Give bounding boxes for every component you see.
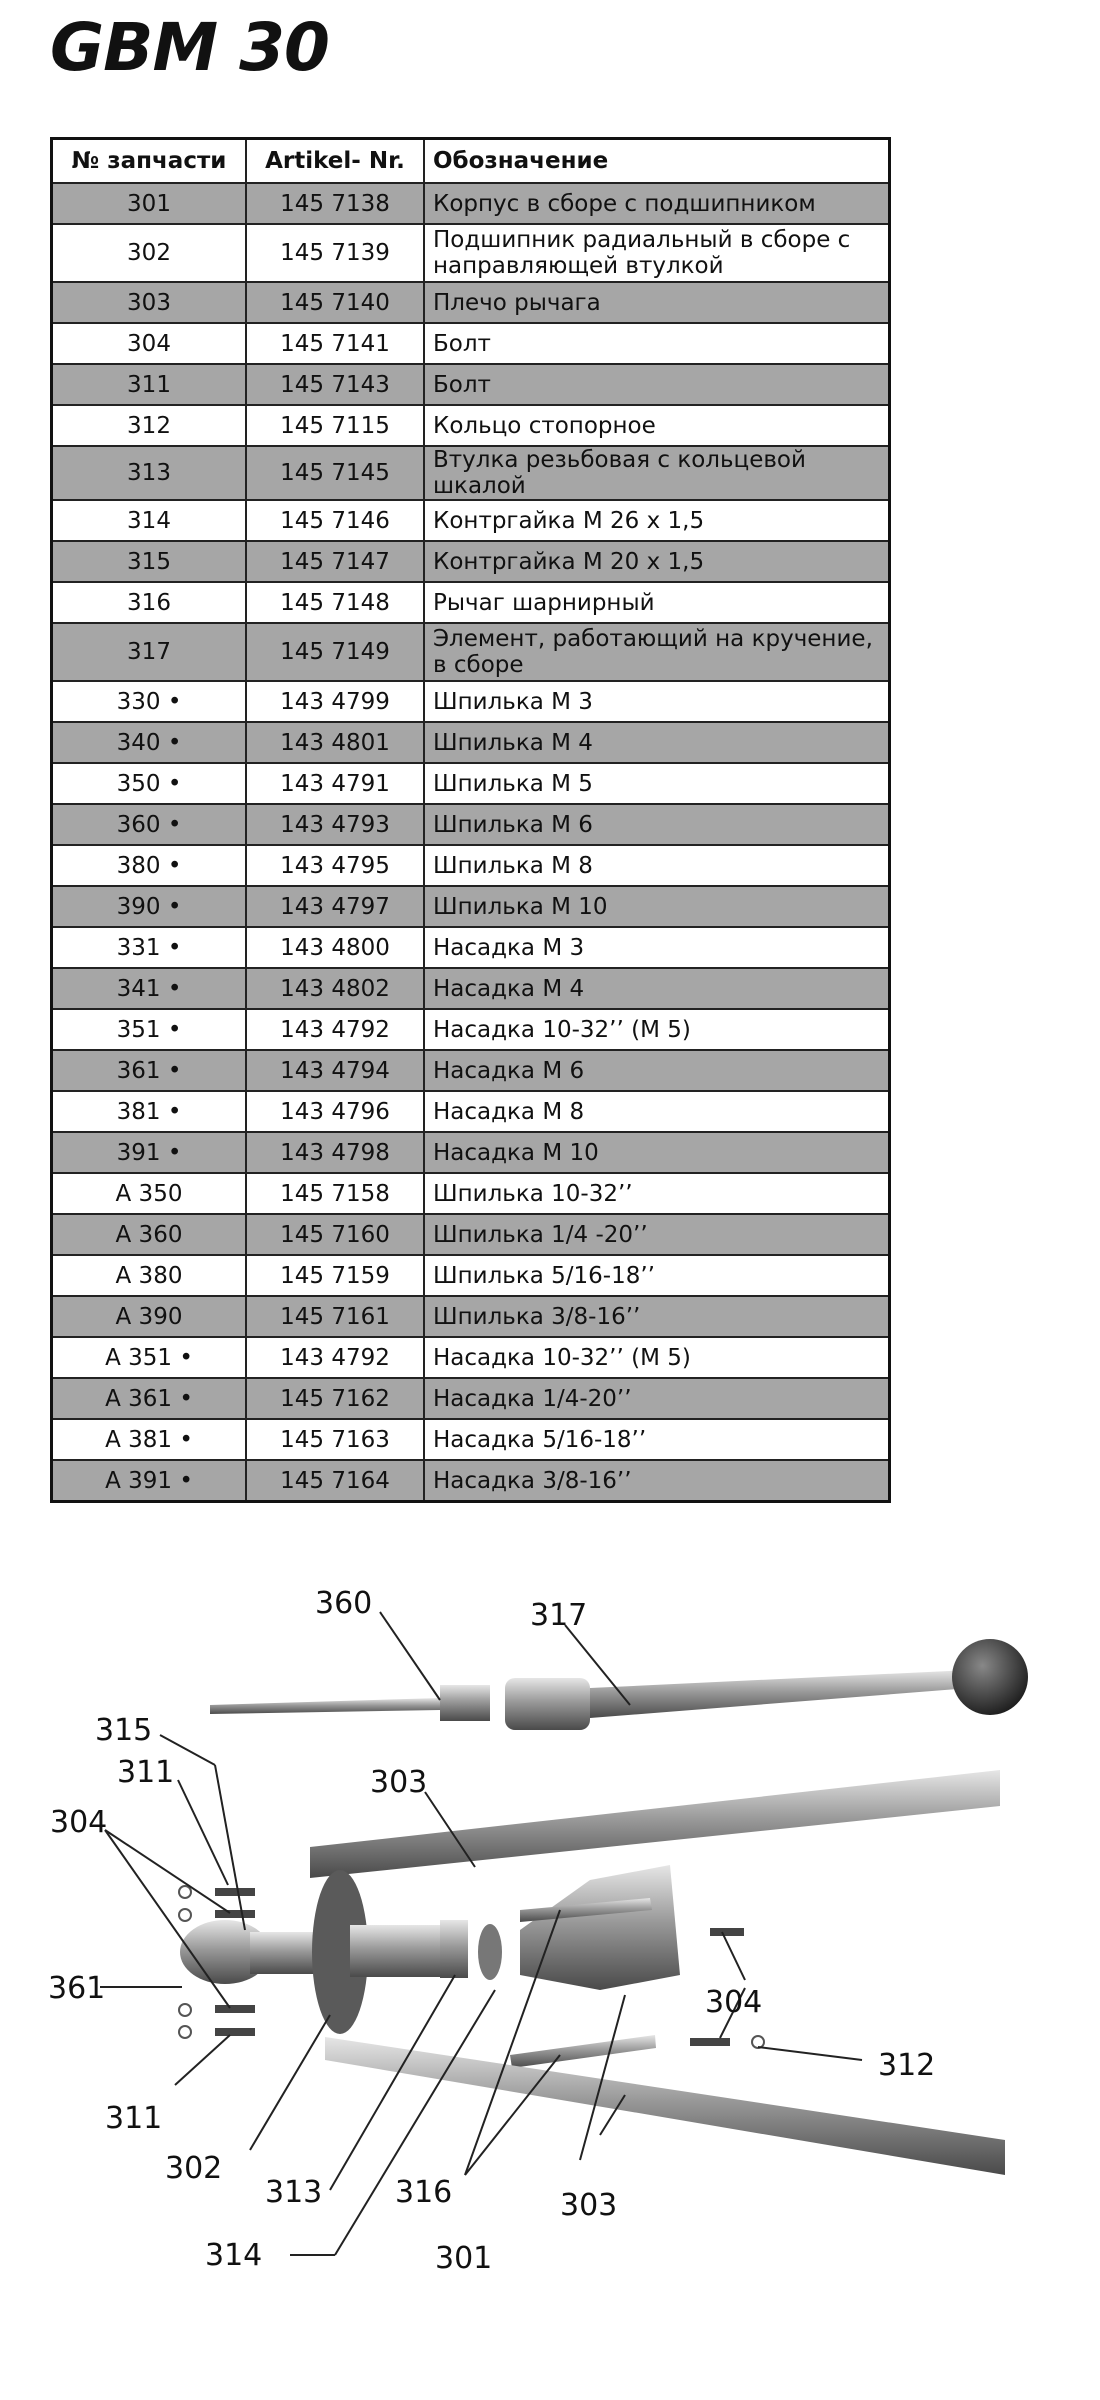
- designation-cell: Элемент, работающий на кручение, в сборе: [424, 623, 890, 681]
- parts-table-body: [52, 183, 890, 1502]
- designation-cell: Насадка 3/8-16’’: [424, 1460, 890, 1502]
- part-number-cell: A 361 •: [52, 1378, 247, 1419]
- designation-cell: Шпилька М 5: [424, 763, 890, 804]
- table-row: [52, 927, 890, 968]
- part-number-cell: 340 •: [52, 722, 247, 763]
- callout-317: 317: [530, 1598, 588, 1633]
- part-number-cell: A 350: [52, 1173, 247, 1214]
- table-row: [52, 1132, 890, 1173]
- article-number-cell: 143 4792: [246, 1009, 424, 1050]
- article-number-cell: 145 7139: [246, 224, 424, 282]
- article-number-cell: 145 7164: [246, 1460, 424, 1502]
- article-number-cell: 143 4798: [246, 1132, 424, 1173]
- table-row: [52, 1460, 890, 1502]
- table-row: [52, 323, 890, 364]
- designation-cell: Насадка М 4: [424, 968, 890, 1009]
- table-row: [52, 500, 890, 541]
- designation-cell: Насадка 1/4-20’’: [424, 1378, 890, 1419]
- table-row: [52, 582, 890, 623]
- part-number-cell: 390 •: [52, 886, 247, 927]
- callout-314: 314: [205, 2238, 263, 2273]
- table-row: [52, 681, 890, 722]
- article-number-cell: 143 4792: [246, 1337, 424, 1378]
- callout-311-lower: 311: [105, 2101, 163, 2136]
- table-row: [52, 1378, 890, 1419]
- designation-cell: Насадка М 6: [424, 1050, 890, 1091]
- callout-313: 313: [265, 2175, 323, 2210]
- article-number-cell: 143 4794: [246, 1050, 424, 1091]
- article-number-cell: 145 7161: [246, 1296, 424, 1337]
- torsion-element-part: [210, 1639, 1028, 1730]
- part-number-cell: 360 •: [52, 804, 247, 845]
- table-row: [52, 1255, 890, 1296]
- part-number-cell: 331 •: [52, 927, 247, 968]
- part-number-cell: 341 •: [52, 968, 247, 1009]
- designation-cell: Шпилька 1/4 -20’’: [424, 1214, 890, 1255]
- article-number-cell: 145 7138: [246, 183, 424, 224]
- callout-360: 360: [315, 1586, 373, 1621]
- article-number-cell: 145 7160: [246, 1214, 424, 1255]
- designation-cell: Подшипник радиальный в сборе с направляющей втулкой: [424, 224, 890, 282]
- designation-cell: Шпилька М 8: [424, 845, 890, 886]
- part-number-cell: A 391 •: [52, 1460, 247, 1502]
- exploded-view-diagram: [0, 1580, 1100, 2400]
- designation-cell: Насадка М 3: [424, 927, 890, 968]
- table-header-row: [52, 139, 890, 184]
- part-number-cell: 381 •: [52, 1091, 247, 1132]
- table-row: [52, 968, 890, 1009]
- callout-301: 301: [435, 2241, 493, 2276]
- header-part-number: № запчасти: [52, 139, 247, 184]
- article-number-cell: 145 7158: [246, 1173, 424, 1214]
- part-number-cell: A 381 •: [52, 1419, 247, 1460]
- article-number-cell: 143 4795: [246, 845, 424, 886]
- table-row: [52, 224, 890, 282]
- callout-303-lower: 303: [560, 2188, 618, 2223]
- articulated-lever-lower-part: [510, 2035, 656, 2068]
- page-title: GBM 30: [50, 9, 329, 86]
- designation-cell: Контргайка М 20 х 1,5: [424, 541, 890, 582]
- callout-361: 361: [48, 1971, 106, 2006]
- designation-cell: Втулка резьбовая с кольцевой шкалой: [424, 446, 890, 500]
- designation-cell: Корпус в сборе с подшипником: [424, 183, 890, 224]
- part-number-cell: A 380: [52, 1255, 247, 1296]
- part-number-cell: 316: [52, 582, 247, 623]
- part-number-cell: A 351 •: [52, 1337, 247, 1378]
- table-row: [52, 364, 890, 405]
- article-number-cell: 145 7149: [246, 623, 424, 681]
- article-number-cell: 143 4802: [246, 968, 424, 1009]
- table-row: [52, 1009, 890, 1050]
- callout-302: 302: [165, 2151, 223, 2186]
- designation-cell: Рычаг шарнирный: [424, 582, 890, 623]
- article-number-cell: 143 4797: [246, 886, 424, 927]
- article-number-cell: 145 7115: [246, 405, 424, 446]
- table-row: [52, 1419, 890, 1460]
- designation-cell: Насадка 5/16-18’’: [424, 1419, 890, 1460]
- article-number-cell: 143 4800: [246, 927, 424, 968]
- article-number-cell: 143 4801: [246, 722, 424, 763]
- table-row: [52, 282, 890, 323]
- designation-cell: Плечо рычага: [424, 282, 890, 323]
- part-number-cell: 380 •: [52, 845, 247, 886]
- article-number-cell: 145 7140: [246, 282, 424, 323]
- article-number-cell: 143 4791: [246, 763, 424, 804]
- part-number-cell: 311: [52, 364, 247, 405]
- part-number-cell: 301: [52, 183, 247, 224]
- table-row: [52, 541, 890, 582]
- callout-316: 316: [395, 2175, 453, 2210]
- part-number-cell: 391 •: [52, 1132, 247, 1173]
- part-number-cell: 315: [52, 541, 247, 582]
- callout-315: 315: [95, 1713, 153, 1748]
- part-number-cell: 350 •: [52, 763, 247, 804]
- article-number-cell: 145 7143: [246, 364, 424, 405]
- designation-cell: Шпилька 3/8-16’’: [424, 1296, 890, 1337]
- designation-cell: Шпилька 10-32’’: [424, 1173, 890, 1214]
- article-number-cell: 145 7147: [246, 541, 424, 582]
- part-number-cell: A 390: [52, 1296, 247, 1337]
- part-number-cell: 314: [52, 500, 247, 541]
- table-row: [52, 763, 890, 804]
- table-row: [52, 623, 890, 681]
- table-row: [52, 1091, 890, 1132]
- table-row: [52, 722, 890, 763]
- article-number-cell: 145 7159: [246, 1255, 424, 1296]
- designation-cell: Насадка М 8: [424, 1091, 890, 1132]
- article-number-cell: 143 4796: [246, 1091, 424, 1132]
- part-number-cell: 313: [52, 446, 247, 500]
- designation-cell: Болт: [424, 323, 890, 364]
- article-number-cell: 145 7162: [246, 1378, 424, 1419]
- designation-cell: Шпилька М 6: [424, 804, 890, 845]
- table-row: [52, 183, 890, 224]
- designation-cell: Насадка 10-32’’ (М 5): [424, 1337, 890, 1378]
- table-row: [52, 405, 890, 446]
- article-number-cell: 145 7146: [246, 500, 424, 541]
- part-number-cell: 351 •: [52, 1009, 247, 1050]
- header-designation: Обозначение: [424, 139, 890, 184]
- designation-cell: Насадка 10-32’’ (М 5): [424, 1009, 890, 1050]
- callout-304-right: 304: [705, 1985, 763, 2020]
- callout-312: 312: [878, 2048, 936, 2083]
- callout-304-left: 304: [50, 1805, 108, 1840]
- article-number-cell: 143 4799: [246, 681, 424, 722]
- table-row: [52, 1173, 890, 1214]
- table-row: [52, 446, 890, 500]
- designation-cell: Шпилька М 4: [424, 722, 890, 763]
- part-number-cell: A 360: [52, 1214, 247, 1255]
- part-number-cell: 330 •: [52, 681, 247, 722]
- article-number-cell: 145 7163: [246, 1419, 424, 1460]
- designation-cell: Кольцо стопорное: [424, 405, 890, 446]
- table-row: [52, 1296, 890, 1337]
- callout-303-upper: 303: [370, 1765, 428, 1800]
- designation-cell: Насадка М 10: [424, 1132, 890, 1173]
- part-number-cell: 302: [52, 224, 247, 282]
- table-row: [52, 886, 890, 927]
- article-number-cell: 145 7141: [246, 323, 424, 364]
- article-number-cell: 145 7145: [246, 446, 424, 500]
- article-number-cell: 143 4793: [246, 804, 424, 845]
- article-number-cell: 145 7148: [246, 582, 424, 623]
- part-number-cell: 361 •: [52, 1050, 247, 1091]
- header-article-number: Artikel- Nr.: [246, 139, 424, 184]
- table-row: [52, 1050, 890, 1091]
- part-number-cell: 304: [52, 323, 247, 364]
- designation-cell: Шпилька 5/16-18’’: [424, 1255, 890, 1296]
- designation-cell: Шпилька М 10: [424, 886, 890, 927]
- parts-table: [50, 137, 891, 1503]
- callout-311-upper: 311: [117, 1755, 175, 1790]
- table-row: [52, 1214, 890, 1255]
- part-number-cell: 303: [52, 282, 247, 323]
- table-row: [52, 845, 890, 886]
- table-row: [52, 1337, 890, 1378]
- designation-cell: Шпилька М 3: [424, 681, 890, 722]
- table-row: [52, 804, 890, 845]
- designation-cell: Контргайка М 26 х 1,5: [424, 500, 890, 541]
- part-number-cell: 312: [52, 405, 247, 446]
- housing-part: [520, 1865, 680, 1990]
- designation-cell: Болт: [424, 364, 890, 405]
- part-number-cell: 317: [52, 623, 247, 681]
